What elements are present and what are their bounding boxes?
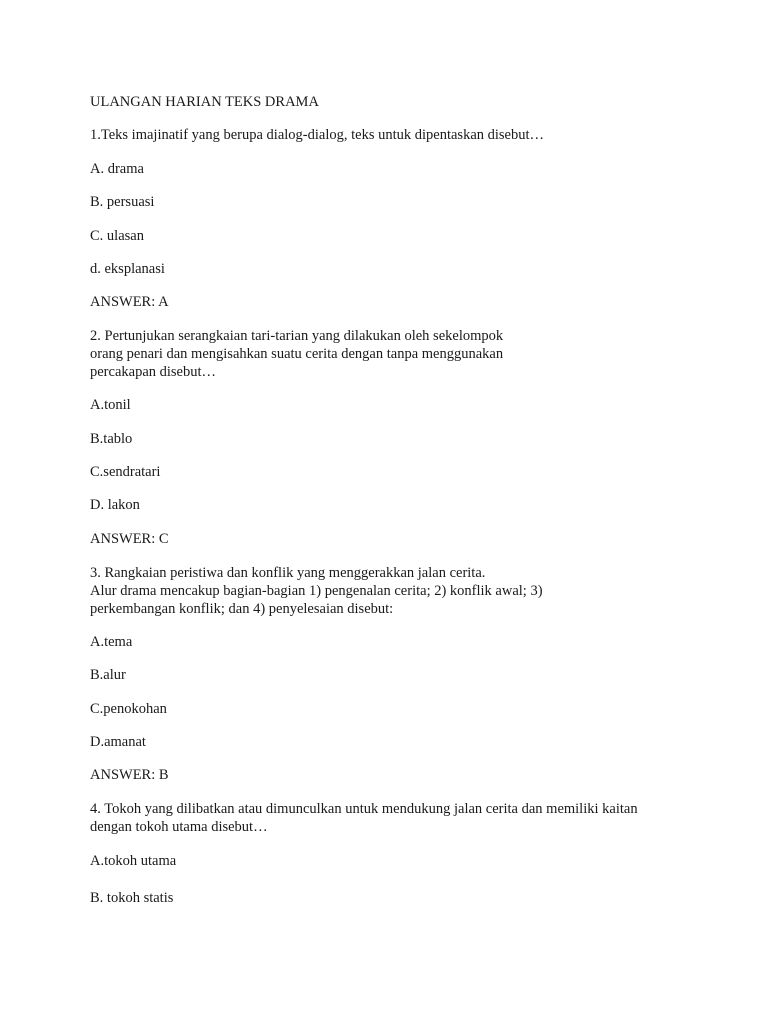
question-3-text-line-3: perkembangan konflik; dan 4) penyelesaian disebut: — [90, 601, 394, 617]
question-1-text: 1.Teks imajinatif yang berupa dialog-dialog, teks untuk dipentaskan disebut… — [90, 127, 545, 143]
question-1-option-d: d. eksplanasi — [90, 261, 165, 277]
question-3-option-d: D.amanat — [90, 734, 146, 750]
question-1-option-b: B. persuasi — [90, 194, 155, 210]
question-2-text-line-2: orang penari dan mengisahkan suatu cerita dengan tanpa menggunakan — [90, 346, 504, 362]
question-4-option-a: A.tokoh utama — [90, 853, 177, 869]
question-3-option-b: B.alur — [90, 667, 126, 683]
question-2-option-c: C.sendratari — [90, 464, 161, 480]
question-3-option-c: C.penokohan — [90, 701, 167, 717]
question-2-option-b: B.tablo — [90, 431, 133, 447]
question-4-text-line-1: 4. Tokoh yang dilibatkan atau dimunculkan untuk mendukung jalan cerita dan memiliki kaitan — [90, 801, 638, 817]
question-2-text-line-3: percakapan disebut… — [90, 364, 217, 380]
document-title: ULANGAN HARIAN TEKS DRAMA — [90, 94, 319, 110]
question-2-answer: ANSWER: C — [90, 531, 169, 547]
question-4-option-b: B. tokoh statis — [90, 890, 174, 906]
question-2-text-line-1: 2. Pertunjukan serangkaian tari-tarian yang dilakukan oleh sekelompok — [90, 328, 504, 344]
question-1-option-a: A. drama — [90, 161, 144, 177]
question-3-answer: ANSWER: B — [90, 767, 169, 783]
question-1-answer: ANSWER: A — [90, 294, 169, 310]
question-1-option-c: C. ulasan — [90, 228, 144, 244]
question-3-text-line-1: 3. Rangkaian peristiwa dan konflik yang menggerakkan jalan cerita. — [90, 565, 486, 581]
question-3-option-a: A.tema — [90, 634, 133, 650]
question-3-text-line-2: Alur drama mencakup bagian-bagian 1) pengenalan cerita; 2) konflik awal; 3) — [90, 583, 543, 599]
question-4-text-line-2: dengan tokoh utama disebut… — [90, 819, 268, 835]
question-2-option-d: D. lakon — [90, 497, 140, 513]
question-2-option-a: A.tonil — [90, 397, 131, 413]
